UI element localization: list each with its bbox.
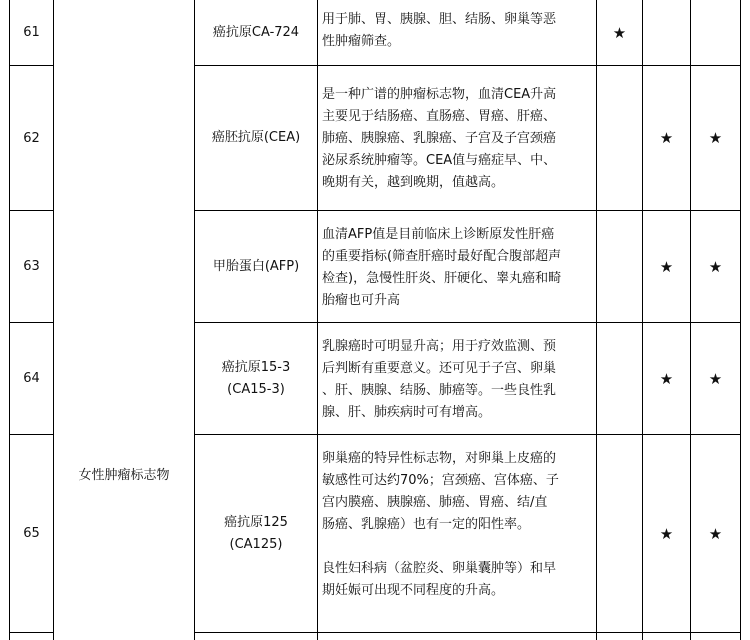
grid-line (740, 0, 741, 640)
star-icon: ★ (708, 369, 723, 388)
row-number: 61 (23, 25, 40, 40)
marker-name: 癌抗原125 (CA125) (224, 514, 288, 552)
star-icon: ★ (659, 257, 674, 276)
grid-line (596, 0, 597, 640)
marker-description: 血清AFP值是目前临床上诊断原发性肝癌 的重要指标(筛查肝癌时最好配合腹部超声 检查)，急慢性肝炎、肝硬化、睾丸癌和畸 胎瘤也可升高 (322, 227, 562, 308)
marker-description: 乳腺癌时可明显升高；用于疗效监测、预 后判断有重要意义。还可见于子宫、卵巢 、肝、胰腺、结肠、肺癌等。一些良性乳 腺、肝、肺疾病时可有增高。 (322, 339, 557, 420)
row-number: 64 (23, 371, 40, 386)
star-icon: ★ (659, 524, 674, 543)
marker-name: 甲胎蛋白(AFP) (212, 258, 300, 274)
marker-description: 卵巢癌的特异性标志物，对卵巢上皮癌的 敏感性可达约70%；宫颈癌、宫体癌、子 宫内膜癌、胰腺癌、肺癌、胃癌、结/直 肠癌、乳腺癌）也有一定的阳性率。 良性妇科病（盆腔炎、卵巢囊肿等）和早 期妊娠可出现不同程度的升高。 (322, 451, 559, 598)
row-number: 65 (23, 526, 40, 541)
category-cell (54, 66, 194, 640)
row-number: 62 (23, 130, 40, 146)
grid-line (194, 632, 741, 633)
row-number: 63 (23, 259, 40, 274)
star-icon: ★ (708, 524, 723, 543)
star-icon: ★ (659, 369, 674, 388)
marker-description: 是一种广谱的肿瘤标志物，血清CEA升高 主要见于结肠癌、直肠癌、胃癌、肝癌、 肺癌、胰腺癌、乳腺癌、子宫及子宫颈癌 泌尿系统肿瘤等。CEA值与癌症早、中、 晚期有关，越到晚期，值越高。 (322, 87, 557, 190)
star-icon: ★ (612, 23, 627, 42)
star-icon: ★ (708, 257, 723, 276)
marker-name: 癌胚抗原(CEA) (211, 130, 301, 145)
marker-name: 癌抗原CA-724 (212, 24, 300, 40)
star-icon: ★ (708, 129, 723, 147)
marker-name: 癌抗原15-3 (CA15-3) (221, 359, 291, 397)
marker-description: 用于肺、胃、胰腺、胆、结肠、卵巢等恶 性肿瘤筛查。 (322, 12, 557, 49)
grid-line (9, 632, 54, 633)
star-icon: ★ (659, 129, 674, 147)
category-label: 女性肿瘤标志物 (78, 468, 170, 483)
